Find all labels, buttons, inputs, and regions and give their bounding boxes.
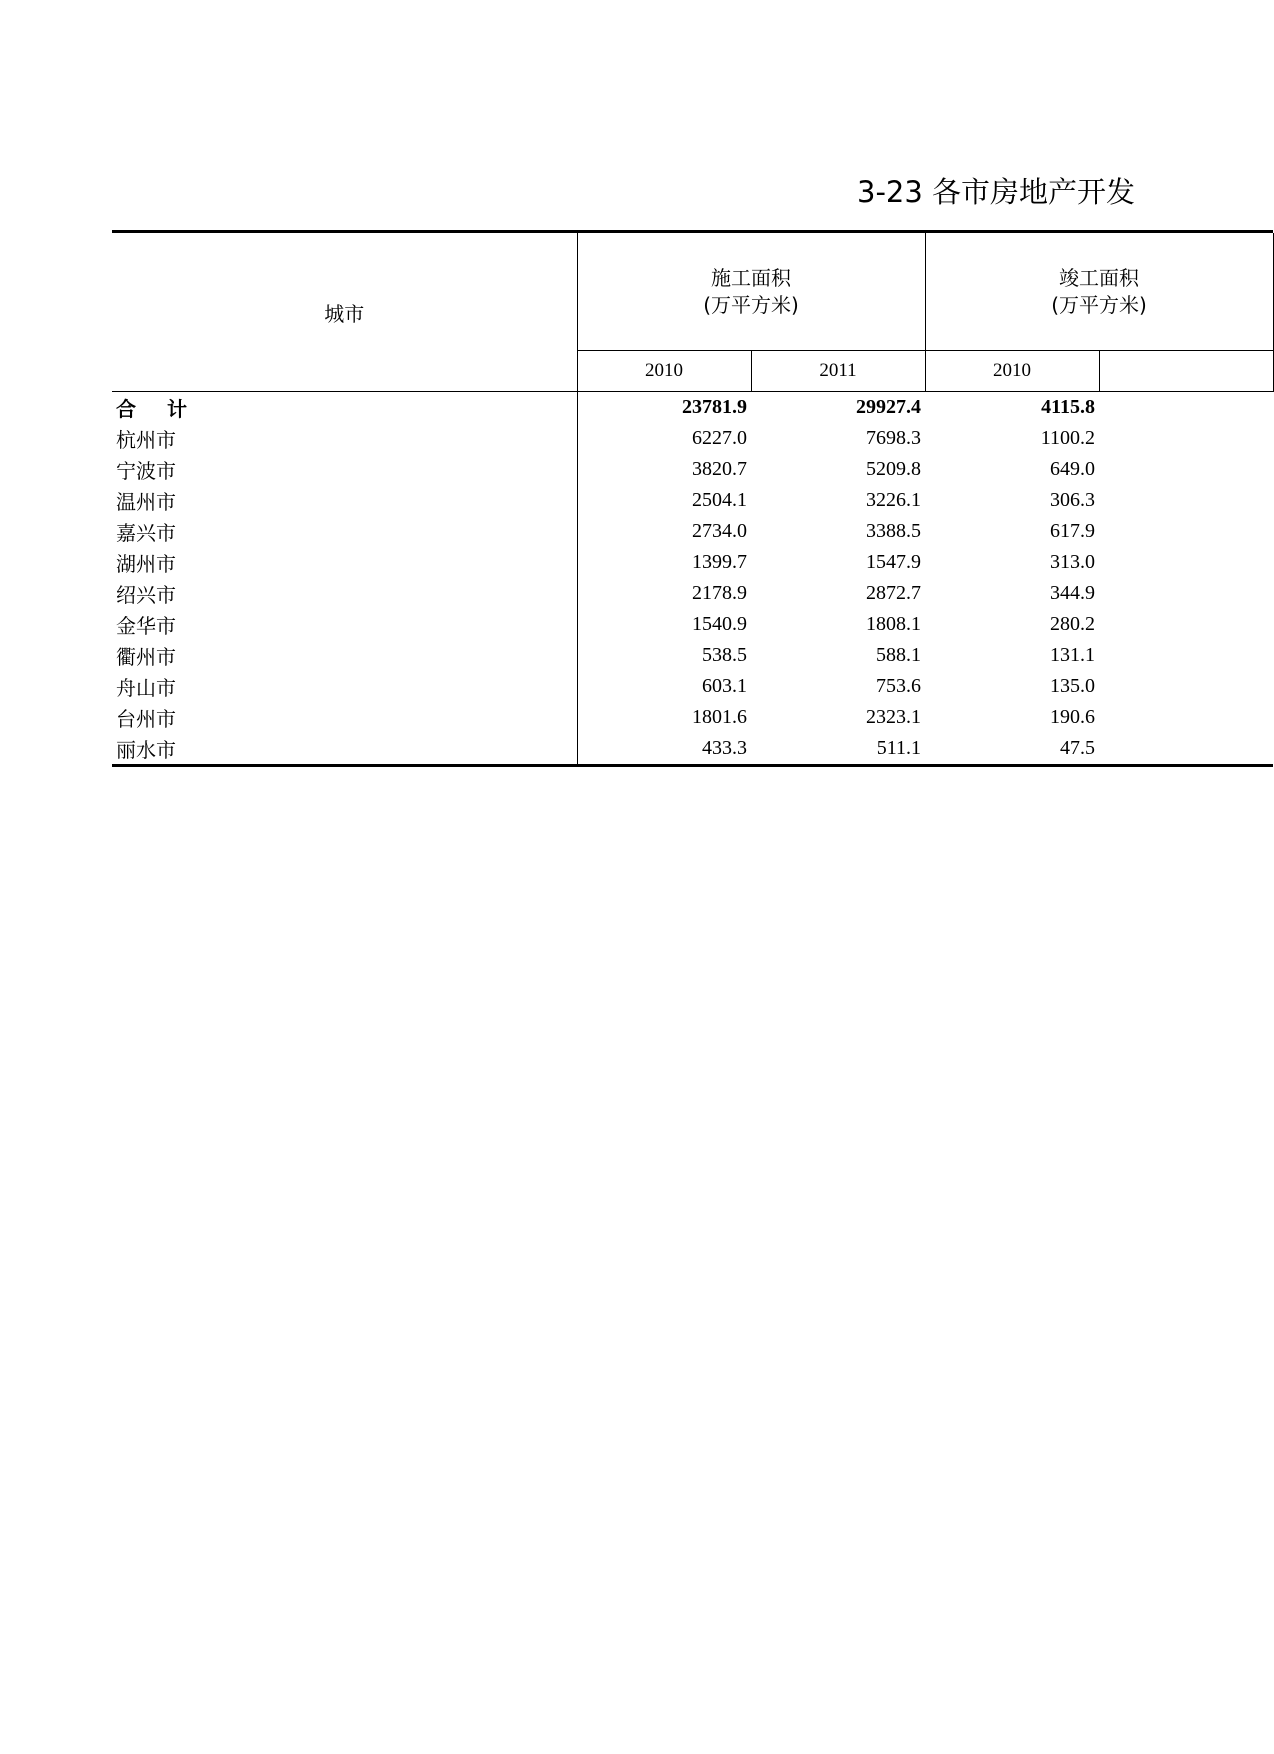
- cell-value: 2872.7: [866, 582, 921, 604]
- cell-value: 1547.9: [866, 551, 921, 573]
- city-name: 绍兴市: [112, 578, 577, 609]
- cell-value: 3388.5: [866, 520, 921, 542]
- cell-value: 603.1: [702, 675, 747, 697]
- cell-value: 1540.9: [692, 613, 747, 635]
- group-name: 竣工面积: [1059, 265, 1139, 290]
- city-name: 衢州市: [112, 640, 577, 671]
- table-row: [112, 578, 1273, 609]
- table-row: [112, 702, 1273, 733]
- city-name: 金华市: [112, 609, 577, 640]
- cell-value: 313.0: [1050, 551, 1095, 573]
- total-row: [112, 392, 1273, 424]
- city-name: 杭州市: [112, 423, 577, 454]
- total-label: 合 计: [112, 392, 577, 424]
- cell-value: 47.5: [925, 733, 1099, 766]
- city-name: 嘉兴市: [112, 516, 577, 547]
- cell-value: 131.1: [1050, 644, 1095, 666]
- cell-value: 5209.8: [866, 458, 921, 480]
- total-value: 4115.8: [1041, 396, 1095, 418]
- cell-value: 3820.7: [692, 458, 747, 480]
- group-header-construction-area: [577, 233, 925, 351]
- group-unit: (万平方米): [703, 292, 799, 317]
- cell-value: 1399.7: [692, 551, 747, 573]
- city-name: 舟山市: [112, 671, 577, 702]
- total-value: 23781.9: [682, 396, 747, 418]
- year-header: 2010: [577, 351, 751, 392]
- cell-value: 753.6: [876, 675, 921, 697]
- cell-value: 588.1: [876, 644, 921, 666]
- city-name: 宁波市: [112, 454, 577, 485]
- year-header-cut: [1099, 351, 1273, 392]
- group-unit: (万平方米): [1051, 292, 1147, 317]
- city-name: 湖州市: [112, 547, 577, 578]
- cell-value: 306.3: [1050, 489, 1095, 511]
- table-row: [112, 547, 1273, 578]
- cell-value: 2734.0: [692, 520, 747, 542]
- cell-value: 2323.1: [866, 706, 921, 728]
- city-name: 丽水市: [112, 733, 577, 766]
- table-row: [112, 640, 1273, 671]
- cell-value: 511.1: [751, 733, 925, 766]
- header-row-groups: [112, 233, 1273, 351]
- cell-value: 538.5: [702, 644, 747, 666]
- cell-value: 135.0: [1050, 675, 1095, 697]
- cell-value: 344.9: [1050, 582, 1095, 604]
- cell-value: 280.2: [1050, 613, 1095, 635]
- cell-value: 433.3: [577, 733, 751, 766]
- cell-value: 190.6: [1050, 706, 1095, 728]
- statistics-table: [112, 230, 1274, 767]
- total-value: 29927.4: [856, 396, 921, 418]
- cell-value: 1801.6: [692, 706, 747, 728]
- table-row: [112, 733, 1273, 766]
- table-row: [112, 516, 1273, 547]
- statistics-table-viewport: [112, 230, 1147, 770]
- table-row: [112, 454, 1273, 485]
- cell-value: 649.0: [1050, 458, 1095, 480]
- cell-value: 3226.1: [866, 489, 921, 511]
- city-name: 台州市: [112, 702, 577, 733]
- cell-value: 617.9: [1050, 520, 1095, 542]
- cell-value: 1100.2: [1040, 427, 1095, 449]
- city-name: 温州市: [112, 485, 577, 516]
- group-header-completed-area: [925, 233, 1273, 351]
- year-header: 2010: [925, 351, 1099, 392]
- table-row: [112, 671, 1273, 702]
- cell-value: 2178.9: [692, 582, 747, 604]
- table-row: [112, 485, 1273, 516]
- year-header: 2011: [751, 351, 925, 392]
- table-title: 3-23 各市房地产开发: [857, 175, 1136, 209]
- table-row: [112, 423, 1273, 454]
- cell-value: 1808.1: [866, 613, 921, 635]
- cell-value: 6227.0: [692, 427, 747, 449]
- group-name: 施工面积: [711, 265, 791, 290]
- cell-value: 7698.3: [866, 427, 921, 449]
- table-row: [112, 609, 1273, 640]
- city-column-header: 城市: [112, 233, 577, 392]
- cell-value: 2504.1: [692, 489, 747, 511]
